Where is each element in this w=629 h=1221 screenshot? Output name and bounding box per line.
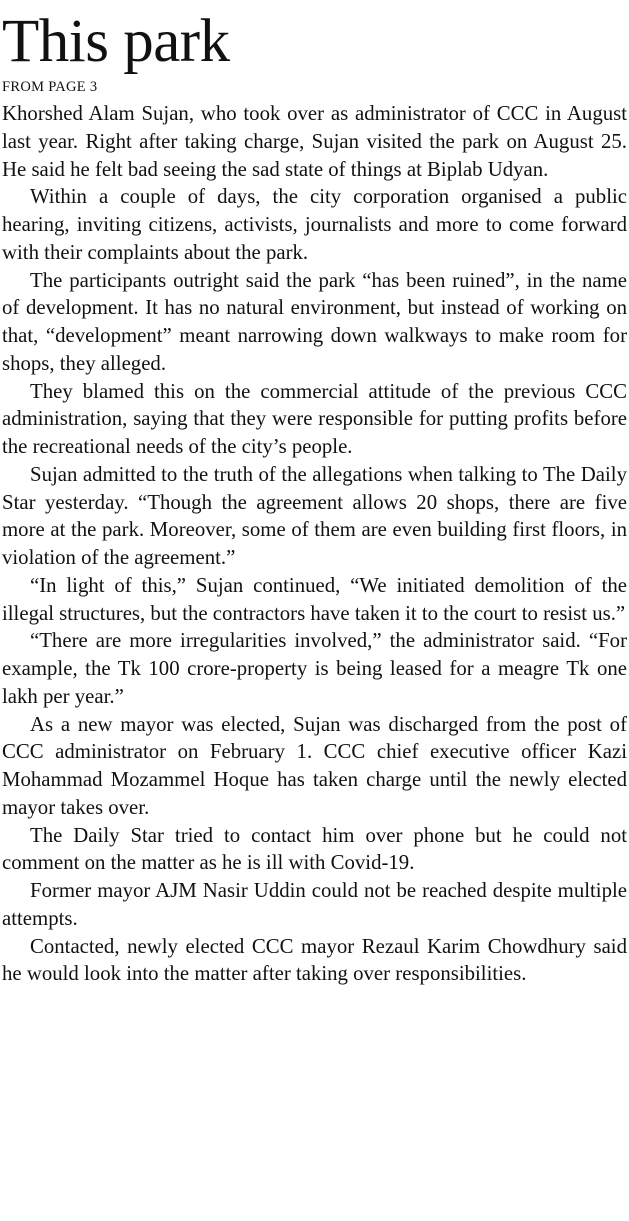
paragraph: Contacted, newly elected CCC mayor Rezaul Karim Chowdhury said he would look into the matter after taking over responsibilities. <box>2 934 627 986</box>
paragraph: They blamed this on the commercial attitude of the previous CCC administration, saying that they were responsible for putting profits before the recreational needs of the city’s people. <box>2 379 627 458</box>
headline: This park <box>2 8 230 75</box>
paragraph: “In light of this,” Sujan continued, “We initiated demolition of the illegal structures, but the contractors have taken it to the court to resist us.” <box>2 573 627 625</box>
paragraph: Khorshed Alam Sujan, who took over as administrator of CCC in August last year. Right after taking charge, Sujan visited the park on August 25. He said he felt bad seeing the sad state of things at Biplab Udyan. <box>2 102 627 181</box>
continuation-label: FROM PAGE 3 <box>2 79 98 95</box>
news-article <box>2 0 627 988</box>
paragraph: Former mayor AJM Nasir Uddin could not be reached despite multiple attempts. <box>2 879 627 930</box>
paragraph: The Daily Star tried to contact him over phone but he could not comment on the matter as he is ill with Covid-19. <box>2 823 627 875</box>
paragraph: As a new mayor was elected, Sujan was discharged from the post of CCC administrator on February 1. CCC chief executive officer Kazi Mohammad Mozammel Hoque has taken charge until the newly elected mayor takes over. <box>2 712 627 819</box>
paragraph: The participants outright said the park “has been ruined”, in the name of development. It has no natural environment, but instead of working on that, “development” meant narrowing down walkways to make room for shops, they alleged. <box>2 268 627 375</box>
paragraph: “There are more irregularities involved,” the administrator said. “For example, the Tk 100 crore-property is being leased for a meagre Tk one lakh per year.” <box>2 629 627 708</box>
paragraph: Within a couple of days, the city corporation organised a public hearing, inviting citizens, activists, journalists and more to come forward with their complaints about the park. <box>2 185 627 264</box>
paragraph: Sujan admitted to the truth of the allegations when talking to The Daily Star yesterday. “Though the agreement allows 20 shops, there are five more at the park. Moreover, some of them are even building first floors, in violation of the agreement.” <box>2 462 627 569</box>
article-body <box>2 100 627 988</box>
